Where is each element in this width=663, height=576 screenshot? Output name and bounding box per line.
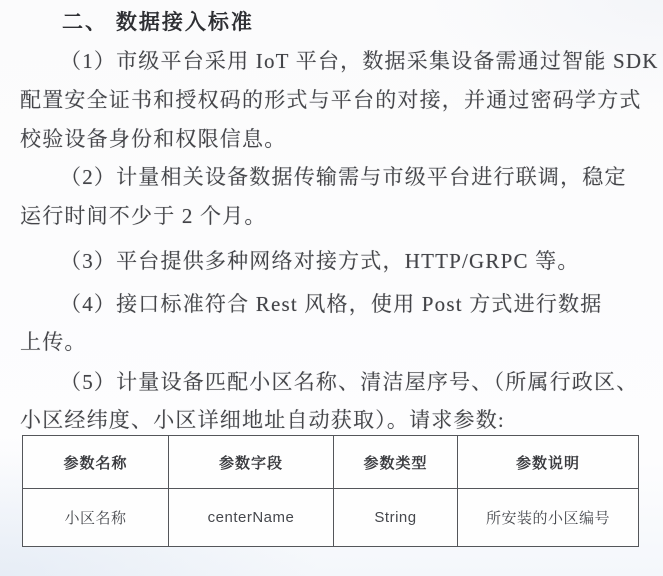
table-row: [23, 489, 639, 547]
table-header-cell: 参数说明: [458, 436, 639, 489]
table-header-cell: 参数字段: [169, 436, 334, 489]
body-line-3: 校验设备身份和权限信息。: [20, 127, 287, 151]
table-header-cell: 参数名称: [23, 436, 169, 489]
body-line-1: （1）市级平台采用 IoT 平台，数据采集设备需通过智能 SDK: [60, 49, 659, 73]
body-line-5: 运行时间不少于 2 个月。: [20, 204, 267, 228]
table-header-cell: 参数类型: [334, 436, 458, 489]
table-cell: centerName: [169, 489, 334, 547]
body-line-9: （5）计量设备匹配小区名称、清洁屋序号、（所属行政区、: [60, 370, 639, 394]
body-line-8: 上传。: [20, 330, 87, 354]
table-cell: 所安装的小区编号: [458, 489, 639, 547]
request-parameters-table: [22, 435, 639, 547]
body-line-6: （3）平台提供多种网络对接方式，HTTP/GRPC 等。: [60, 249, 580, 273]
table-cell: String: [334, 489, 458, 547]
section-heading: 二、 数据接入标准: [62, 11, 254, 34]
body-line-10: 小区经纬度、小区详细地址自动获取）。请求参数:: [20, 408, 505, 432]
table-cell: 小区名称: [23, 489, 169, 547]
body-line-7: （4）接口标准符合 Rest 风格，使用 Post 方式进行数据: [60, 292, 603, 316]
body-line-4: （2）计量相关设备数据传输需与市级平台进行联调，稳定: [60, 165, 627, 189]
body-line-2: 配置安全证书和授权码的形式与平台的对接，并通过密码学方式: [20, 88, 642, 112]
table-header-row: [23, 436, 639, 489]
